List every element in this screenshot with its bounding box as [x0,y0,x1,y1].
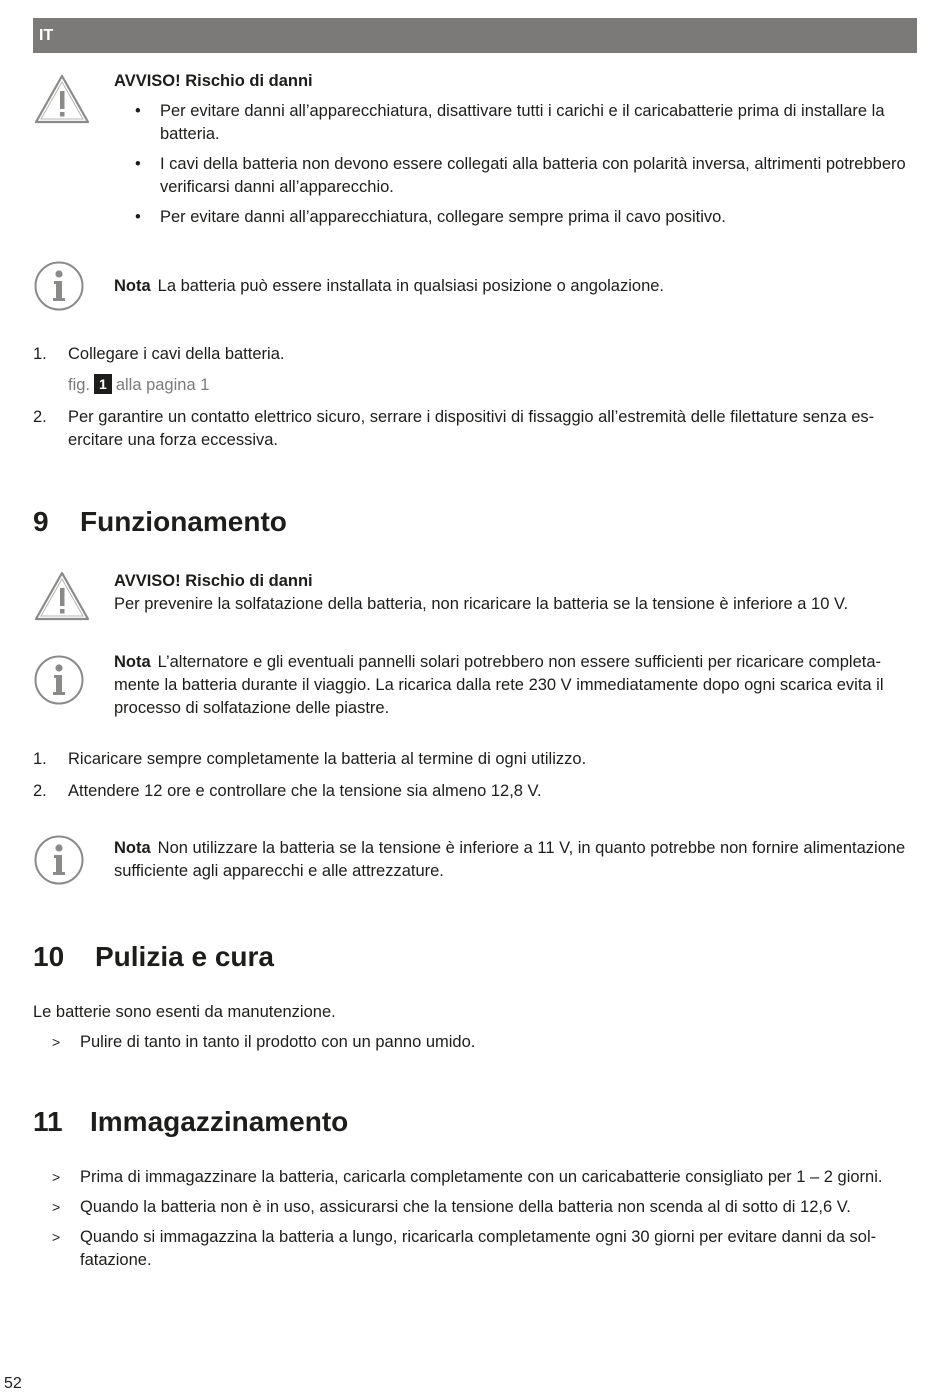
warning-content [114,70,917,236]
note-text: Non utilizzare la batteria se la tensione è inferiore a 11 V, in quanto potrebbe non fornire alimentazione sufficiente agli apparecchi e alle attrezzature. [114,839,906,880]
cleaning-content [33,1001,917,1061]
instruction-text: Quando la batteria non è in uso, assicurarsi che la tensione della batteria non scenda al di sotto di 12,6 V. [80,1198,851,1216]
note-content [114,651,917,720]
note-content [114,275,917,298]
step-number: 1. [33,750,47,768]
warning-content [114,570,917,616]
list-item [33,1196,917,1219]
section-number: 11 [33,1106,63,1137]
list-item [33,343,917,397]
list-item [33,780,917,803]
list-item: • Per evitare danni all’apparecchiatura, collegare sempre prima il cavo positivo. [114,206,917,229]
warning-triangle-icon [33,73,91,125]
page-number: 52 [4,1375,22,1392]
figure-prefix: fig. [68,376,91,394]
arrow-bullet: > [52,1229,61,1245]
step-number: 2. [33,782,47,800]
arrow-bullet: > [52,1199,61,1215]
figure-suffix: alla pagina 1 [115,376,210,394]
arrow-bullet: > [52,1169,61,1185]
section-title: Funzionamento [80,506,287,537]
step-text: Attendere 12 ore e controllare che la tensione sia almeno 12,8 V. [68,782,542,800]
warning-text: Per prevenire la solfatazione della batteria, non ricaricare la batteria se la tensione è inferiore a 10 V. [114,595,849,613]
note-block-position [33,260,917,315]
step-list [33,748,917,803]
note-text: L’alternatore e gli eventuali pannelli solari potrebbero non essere sufficienti per ricaricare completamente la batteria durante il viaggio. La ricarica dalla rete 230 V immediatamente dopo ogni scarica evita il processo di solfatazione delle piastre. [114,653,884,717]
warning-title: AVVISO! Rischio di danni [114,72,313,90]
list-item [33,1226,917,1272]
section-number: 9 [33,506,49,537]
step-list [33,343,917,452]
note-text: La batteria può essere installata in qualsiasi posizione o angolazione. [157,277,665,295]
warning-triangle-icon [33,570,91,622]
info-circle-icon [33,834,85,886]
info-circle-icon [33,260,85,312]
section-number: 10 [33,941,65,972]
note-label: Nota [114,839,151,857]
list-item [33,748,917,771]
warning-bullet-list [114,100,917,229]
installation-steps [33,343,917,461]
step-text: Collegare i cavi della batteria. [68,345,285,363]
section-intro: Le batterie sono esenti da manutenzione. [33,1003,336,1021]
info-circle-icon [33,654,85,706]
figure-reference-link[interactable] [68,374,917,397]
section-heading-11 [33,1105,348,1139]
section-heading-9 [33,505,287,539]
section-heading-10 [33,940,274,974]
instruction-text: Prima di immagazzinare la batteria, caricarla completamente con un caricabatterie consigliato per 1 – 2 giorni. [80,1168,883,1186]
arrow-bullet: > [52,1034,61,1050]
note-block-voltage [33,833,917,888]
instruction-text: Pulire di tanto in tanto il prodotto con un panno umido. [80,1033,476,1051]
note-block-alternator [33,651,917,726]
note-label: Nota [114,653,151,671]
storage-content [33,1166,917,1279]
step-number: 2. [33,408,47,426]
note-label: Nota [114,277,151,295]
section-title: Immagazzinamento [90,1106,349,1137]
language-code: IT [39,27,54,44]
instruction-list [33,1166,917,1272]
instruction-list [33,1031,917,1054]
section-title: Pulizia e cura [95,941,274,972]
step-text: Ricaricare sempre completamente la batteria al termine di ogni utilizzo. [68,750,587,768]
warning-block-installation [33,70,917,235]
step-number: 1. [33,345,47,363]
figure-number-badge: 1 [94,374,112,394]
warning-block-sulfation [33,570,917,630]
language-header-bar [33,18,917,53]
instruction-text: Quando si immagazzina la batteria a lungo, ricaricarla completamente ogni 30 giorni per evitare danni da solfatazione. [80,1228,877,1269]
operation-steps [33,748,917,812]
warning-title: AVVISO! Rischio di danni [114,572,313,590]
list-item [33,406,917,452]
list-item: • I cavi della batteria non devono essere collegati alla batteria con polarità inversa, altrimenti potrebbero verificarsi danni all’apparecchio. [114,153,917,199]
list-item [33,1166,917,1189]
list-item [33,1031,917,1054]
list-item: • Per evitare danni all’apparecchiatura, disattivare tutti i carichi e il caricabatterie prima di installare la batteria. [114,100,917,146]
step-text: Per garantire un contatto elettrico sicuro, serrare i dispositivi di fissaggio all’estremità delle filettature senza esercitare una forza eccessiva. [68,408,875,449]
note-content [114,837,917,883]
